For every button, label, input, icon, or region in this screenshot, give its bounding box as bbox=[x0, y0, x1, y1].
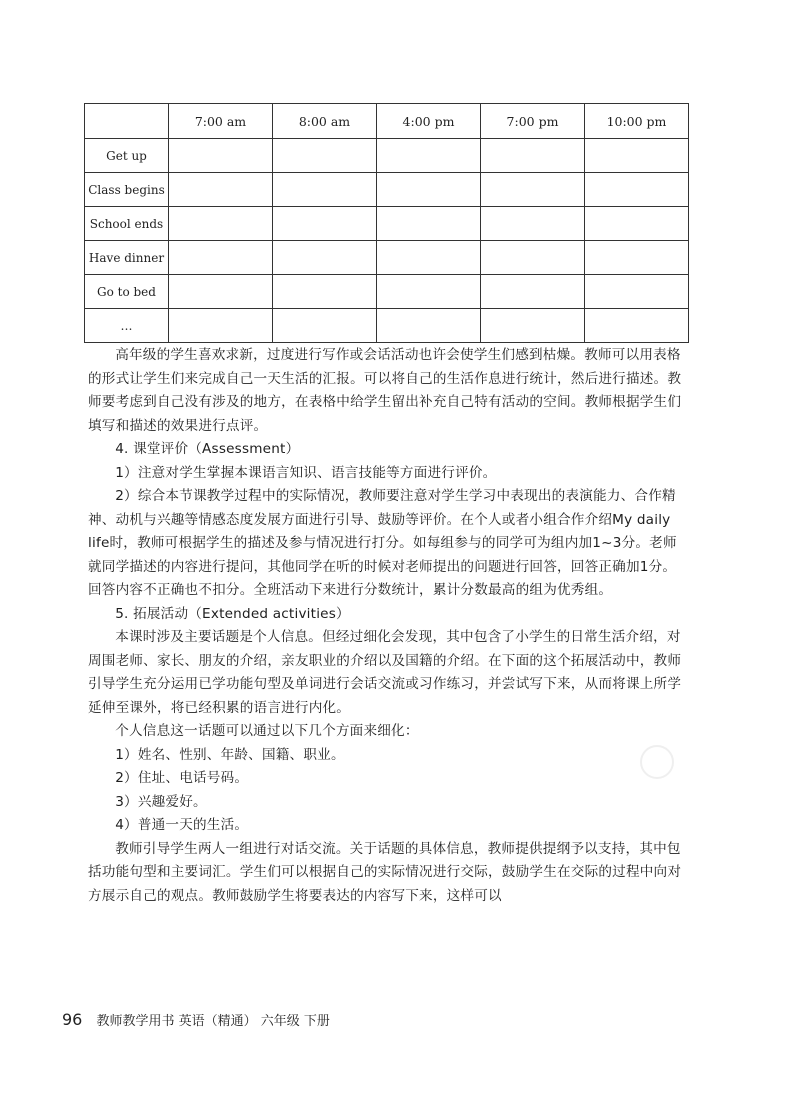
table-row bbox=[85, 139, 689, 173]
empty-cell bbox=[585, 207, 689, 241]
empty-cell bbox=[377, 207, 481, 241]
empty-cell bbox=[169, 309, 273, 343]
book-title: 教师教学用书 英语（精通） 六年级 下册 bbox=[96, 1014, 330, 1029]
empty-cell bbox=[481, 207, 585, 241]
empty-cell bbox=[481, 275, 585, 309]
empty-cell bbox=[377, 241, 481, 275]
list-item: 1）姓名、性别、年龄、国籍、职业。 bbox=[115, 746, 345, 763]
page-footer bbox=[62, 1010, 330, 1029]
paragraph: 2）综合本节课教学过程中的实际情况，教师要注意对学生学习中表现出的表演能力、合作精神、动机与兴趣等情感态度发展方面进行引导、鼓励等评价。在个人或者小组合作介绍My daily life时，教师可根据学生的描述及参与情况进行打分。如每组参与的同学可为组内加1~3分。老师就同学描述的内容进行提问，其他同学在听的时候对老师提出的问题进行回答，回答正确加1分。回答内容不正确也不扣分。全班活动下来进行分数统计，累计分数最高的组为优秀组。 bbox=[88, 488, 677, 598]
empty-cell bbox=[273, 173, 377, 207]
list-item: 2）住址、电话号码。 bbox=[115, 770, 249, 786]
empty-cell bbox=[377, 139, 481, 173]
empty-cell bbox=[377, 275, 481, 309]
empty-cell bbox=[273, 207, 377, 241]
list-item: 4）普通一天的生活。 bbox=[115, 817, 249, 833]
table-row bbox=[85, 275, 689, 309]
page-number: 96 bbox=[62, 1010, 83, 1029]
paragraph: 教师引导学生两人一组进行对话交流。关于话题的具体信息，教师提供提纲予以支持，其中包括功能句型和主要词汇。学生们可以根据自己的实际情况进行交际，鼓励学生在交际的过程中向对方展示自己的观点。教师鼓励学生将要表达的内容写下来，这样可以 bbox=[88, 840, 682, 904]
row-label: Get up bbox=[85, 139, 169, 173]
table-row bbox=[85, 309, 689, 343]
paragraph: 本课时涉及主要话题是个人信息。但经过细化会发现，其中包含了小学生的日常生活介绍，对周围老师、家长、朋友的介绍，亲友职业的介绍以及国籍的介绍。在下面的这个拓展活动中，教师引导学生充分运用已学功能句型及单词进行会话交流或习作练习，并尝试写下来，从而将课上所学延伸至课外，将已经积累的语言进行内化。 bbox=[88, 629, 682, 716]
empty-cell bbox=[273, 275, 377, 309]
table-header-cell: 8:00 am bbox=[273, 104, 377, 139]
paragraph: 1）注意对学生掌握本课语言知识、语言技能等方面进行评价。 bbox=[115, 464, 497, 481]
list-item: 3）兴趣爱好。 bbox=[115, 793, 207, 810]
empty-cell bbox=[169, 241, 273, 275]
empty-cell bbox=[585, 139, 689, 173]
section-heading: 5. 拓展活动（Extended activities） bbox=[115, 605, 350, 622]
table-header-cell bbox=[85, 104, 169, 139]
row-label: … bbox=[85, 309, 169, 343]
empty-cell bbox=[273, 241, 377, 275]
row-label: Go to bed bbox=[85, 275, 169, 309]
table-row bbox=[85, 241, 689, 275]
empty-cell bbox=[481, 241, 585, 275]
empty-cell bbox=[585, 173, 689, 207]
body-text bbox=[88, 344, 688, 908]
paragraph: 个人信息这一话题可以通过以下几个方面来细化： bbox=[115, 723, 419, 739]
empty-cell bbox=[585, 241, 689, 275]
table-row bbox=[85, 207, 689, 241]
table-row bbox=[85, 173, 689, 207]
row-label: Class begins bbox=[85, 173, 169, 207]
empty-cell bbox=[481, 139, 585, 173]
registered-mark-watermark bbox=[640, 745, 674, 779]
empty-cell bbox=[169, 173, 273, 207]
empty-cell bbox=[169, 275, 273, 309]
row-label: Have dinner bbox=[85, 241, 169, 275]
section-heading: 4. 课堂评价（Assessment） bbox=[115, 441, 300, 457]
daily-schedule-table bbox=[84, 103, 689, 343]
empty-cell bbox=[585, 309, 689, 343]
table-header-cell: 7:00 am bbox=[169, 104, 273, 139]
empty-cell bbox=[169, 207, 273, 241]
empty-cell bbox=[273, 309, 377, 343]
empty-cell bbox=[377, 309, 481, 343]
empty-cell bbox=[273, 139, 377, 173]
empty-cell bbox=[377, 173, 481, 207]
empty-cell bbox=[169, 139, 273, 173]
empty-cell bbox=[481, 309, 585, 343]
empty-cell bbox=[585, 275, 689, 309]
row-label: School ends bbox=[85, 207, 169, 241]
table-header-cell: 7:00 pm bbox=[481, 104, 585, 139]
empty-cell bbox=[481, 173, 585, 207]
paragraph: 高年级的学生喜欢求新，过度进行写作或会话活动也许会使学生们感到枯燥。教师可以用表格的形式让学生们来完成自己一天生活的汇报。可以将自己的生活作息进行统计，然后进行描述。教师要考虑到自己没有涉及的地方，在表格中给学生留出补充自己特有活动的空间。教师根据学生们填写和描述的效果进行点评。 bbox=[88, 347, 682, 434]
table-header-cell: 4:00 pm bbox=[377, 104, 481, 139]
table-header-cell: 10:00 pm bbox=[585, 104, 689, 139]
table-header-row bbox=[85, 104, 689, 139]
